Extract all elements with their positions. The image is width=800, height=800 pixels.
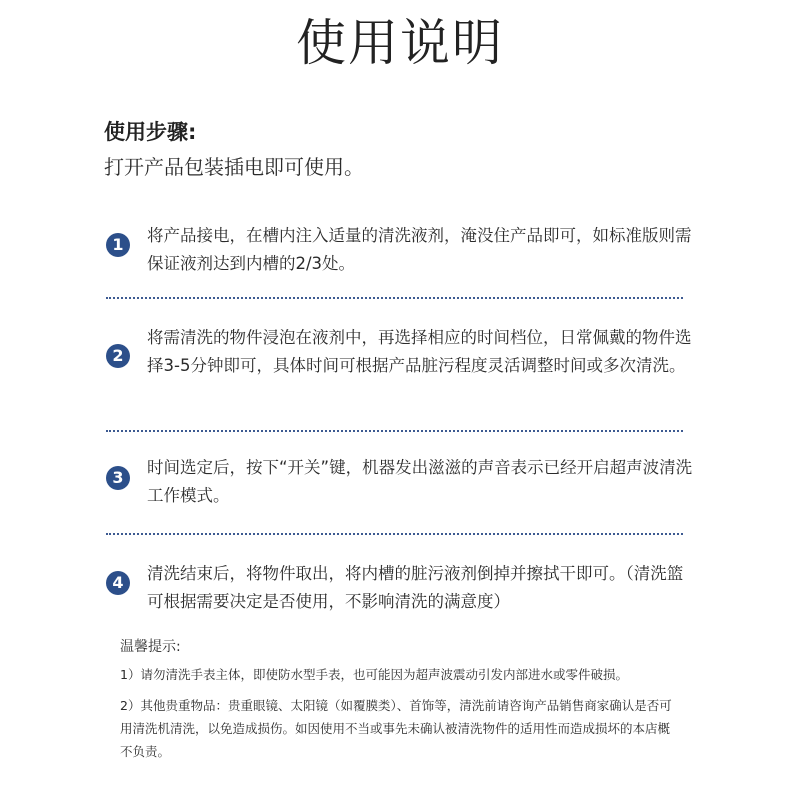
page-title: 使用说明 [296, 14, 504, 72]
divider [106, 430, 683, 432]
tip-1: 1）请勿清洗手表主体，即使防水型手表，也可能因为超声波震动引发内部进水或零件破损。 [120, 667, 628, 682]
step-number-1-icon: 1 [106, 233, 130, 257]
step-number-3-icon: 3 [106, 466, 130, 490]
tip-2: 2）其他贵重物品：贵重眼镜、太阳镜（如覆膜类）、首饰等，清洗前请咨询产品销售商家确认是否可用清洗机清洗，以免造成损伤。如因使用不当或事先未确认被清洗物件的适用性而造成损坏的本店概不负责。 [120, 698, 672, 759]
step-2-text: 将需清洗的物件浸泡在液剂中，再选择相应的时间档位，日常佩戴的物件选择3-5分钟即可，具体时间可根据产品脏污程度灵活调整时间或多次清洗。 [147, 328, 692, 375]
divider [106, 297, 683, 299]
step-3-text: 时间选定后，按下“开关”键，机器发出滋滋的声音表示已经开启超声波清洗工作模式。 [147, 458, 693, 505]
step-number-2-icon: 2 [106, 344, 130, 368]
step-4-text: 清洗结束后，将物件取出，将内槽的脏污液剂倒掉并擦拭干即可。（清洗篮可根据需要决定是否使用，不影响清洗的满意度） [147, 564, 684, 611]
step-1-text: 将产品接电，在槽内注入适量的清洗液剂，淹没住产品即可，如标准版则需保证液剂达到内槽的2/3处。 [147, 226, 692, 273]
tips-heading: 温馨提示: [120, 639, 181, 655]
section-heading: 使用步骤: [104, 120, 197, 144]
section-subtitle: 打开产品包装插电即可使用。 [104, 155, 364, 179]
step-number-4-icon: 4 [106, 571, 130, 595]
divider [106, 533, 683, 535]
